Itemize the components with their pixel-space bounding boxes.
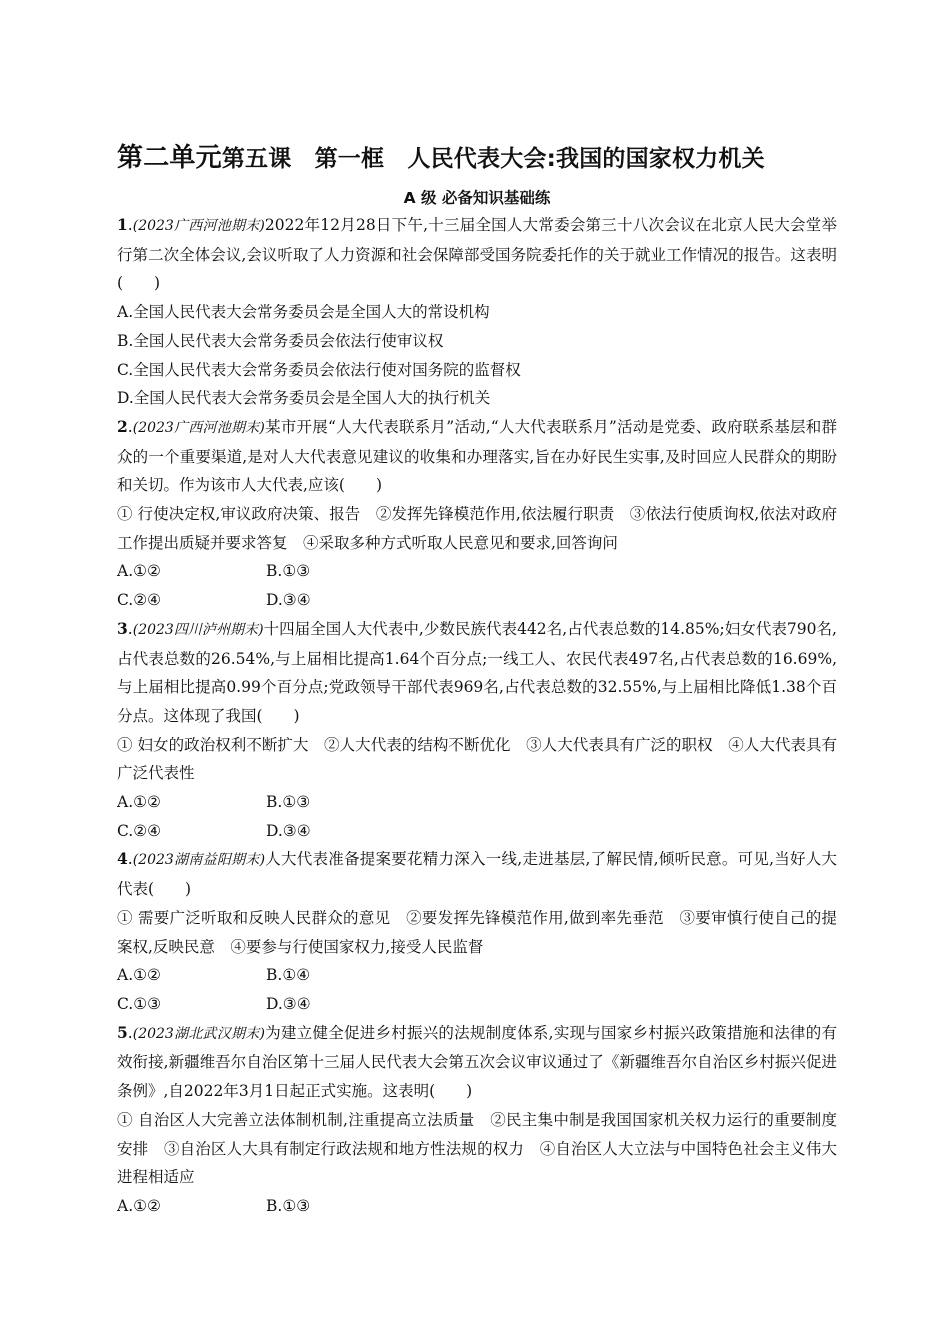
choice-c: C.①③ <box>117 994 162 1013</box>
question-5 <box>117 1019 837 1221</box>
question-statements: ① 自治区人大完善立法体制机制,注重提高立法质量 ②民主集中制是我国国家机关权力运行的重要制度安排 ③自治区人大具有制定行政法规和地方性法规的权力 ④自治区人大立法与中国特色社会主义伟大进程相适应 <box>117 1110 837 1187</box>
option-b: B.全国人民代表大会常务委员会依法行使审议权 <box>117 331 444 350</box>
choice-c: C.②④ <box>117 821 162 840</box>
question-stem: 5.(2023湖北武汉期末)为建立健全促进乡村振兴的法规制度体系,实现与国家乡村振兴政策措施和法律的有效衔接,新疆维吾尔自治区第十三届人民代表大会第五次会议审议通过了《新疆维吾尔自治区乡村振兴促进条例》,自2022年3月1日起正式实施。这表明( ) <box>117 1022 837 1101</box>
question-source: (2023广西河池期末) <box>132 419 265 436</box>
question-stem: 1.(2023广西河池期末)2022年12月28日下午,十三届全国人大常委会第三十八次会议在北京人民大会堂举行第二次全体会议,会议听取了人力资源和社会保障部受国务院委托作的关于就业工作情况的报告。这表明( ) <box>117 215 837 293</box>
choice-row <box>117 817 837 846</box>
choice-a: A.①② <box>117 966 161 985</box>
choice-row <box>117 961 837 990</box>
question-number: 2 <box>117 416 128 436</box>
option-a: A.全国人民代表大会常务委员会是全国人大的常设机构 <box>117 303 490 322</box>
question-statements: ① 需要广泛听取和反映人民群众的意见 ②要发挥先锋模范作用,做到率先垂范 ③要审慎行使自己的提案权,反映民意 ④要参与行使国家权力,接受人民监督 <box>117 908 837 956</box>
section-heading: A 级 必备知识基础练 <box>403 189 551 207</box>
lesson-title: 第五课 第一框 人民代表大会:我国的国家权力机关 <box>221 146 765 172</box>
choice-a: A.①② <box>117 562 161 581</box>
question-number: 3 <box>117 618 128 638</box>
page-title <box>117 142 837 175</box>
question-stem: 4.(2023湖南益阳期末)人大代表准备提案要花精力深入一线,走进基层,了解民情,倾听民意。可见,当好人大代表( ) <box>117 849 837 899</box>
question-statements: ① 行使决定权,审议政府决策、报告 ②发挥先锋模范作用,依法履行职责 ③依法行使质询权,依法对政府工作提出质疑并要求答复 ④采取多种方式听取人民意见和要求,回答询问 <box>117 505 837 552</box>
choice-b: B.①③ <box>266 1196 311 1215</box>
question-statements: ① 妇女的政治权利不断扩大 ②人大代表的结构不断优化 ③人大代表具有广泛的职权 ④人大代表具有广泛代表性 <box>117 735 837 783</box>
question-text: 2022年12月28日下午,十三届全国人大常委会第三十八次会议在北京人民大会堂举行第二次全体会议,会议听取了人力资源和社会保障部受国务院委托作的关于就业工作情况的报告。这表明( ) <box>117 216 837 293</box>
choice-a: A.①② <box>117 1196 161 1215</box>
question-source: (2023广西河池期末) <box>132 218 265 234</box>
question-source: (2023四川泸州期末) <box>132 621 264 638</box>
question-1 <box>117 211 837 413</box>
choice-b: B.①④ <box>266 966 311 985</box>
option-c: C.全国人民代表大会常务委员会依法行使对国务院的监督权 <box>117 360 521 379</box>
choice-c: C.②④ <box>117 591 162 610</box>
question-stem: 3.(2023四川泸州期末)十四届全国人大代表中,少数民族代表442名,占代表总数的14.85%;妇女代表790名,占代表总数的26.54%,与上届相比提高1.64个百分点;一线工人、农民代表497名,占代表总数的16.69%,与上届相比提高0.99个百分点;党政领导干部代表969名,占代表总数的32.55%,与上届相比降低1.38个百分点。这体现了我国( ) <box>117 618 837 725</box>
question-number: 5 <box>117 1022 128 1042</box>
question-text: 十四届全国人大代表中,少数民族代表442名,占代表总数的14.85%;妇女代表790名,占代表总数的26.54%,与上届相比提高1.64个百分点;一线工人、农民代表497名,占代表总数的16.69%,与上届相比提高0.99个百分点;党政领导干部代表969名,占代表总数的32.55%,与上届相比降低1.38个百分点。这体现了我国( ) <box>117 619 837 725</box>
question-2 <box>117 413 837 615</box>
question-text: 人大代表准备提案要花精力深入一线,走进基层,了解民情,倾听民意。可见,当好人大代表( ) <box>117 850 837 899</box>
choice-row <box>117 788 837 817</box>
choice-row <box>117 990 837 1019</box>
question-3 <box>117 615 837 846</box>
question-stem: 2.(2023广西河池期末)某市开展“人大代表联系月”活动,“人大代表联系月”活动是党委、政府联系基层和群众的一个重要渠道,是对人大代表意见建议的收集和办理落实,旨在办好民生实事,及时回应人民群众的期盼和关切。作为该市人大代表,应该( ) <box>117 416 837 495</box>
option-d: D.全国人民代表大会常务委员会是全国人大的执行机关 <box>117 389 491 408</box>
choice-b: B.①③ <box>266 793 311 812</box>
question-4 <box>117 845 837 1018</box>
question-text: 某市开展“人大代表联系月”活动,“人大代表联系月”活动是党委、政府联系基层和群众的一个重要渠道,是对人大代表意见建议的收集和办理落实,旨在办好民生实事,及时回应人民群众的期盼和关切。作为该市人大代表,应该( ) <box>117 417 837 495</box>
choice-row <box>117 586 837 615</box>
question-source: (2023湖南益阳期末) <box>132 852 266 869</box>
question-source: (2023湖北武汉期末) <box>132 1025 265 1042</box>
choice-d: D.③④ <box>266 591 311 610</box>
choice-row <box>117 557 837 586</box>
choice-d: D.③④ <box>266 821 311 840</box>
choice-d: D.③④ <box>266 994 311 1013</box>
choice-a: A.①② <box>117 793 161 812</box>
question-number: 1 <box>117 215 128 234</box>
unit-title: 第二单元 <box>117 143 222 173</box>
question-text: 为建立健全促进乡村振兴的法规制度体系,实现与国家乡村振兴政策措施和法律的有效衔接,新疆维吾尔自治区第十三届人民代表大会第五次会议审议通过了《新疆维吾尔自治区乡村振兴促进条例》,自2022年3月1日起正式实施。这表明( ) <box>117 1023 837 1101</box>
choice-row <box>117 1192 837 1221</box>
choice-b: B.①③ <box>266 562 311 581</box>
question-number: 4 <box>117 849 128 869</box>
exercise-page <box>117 142 837 1221</box>
